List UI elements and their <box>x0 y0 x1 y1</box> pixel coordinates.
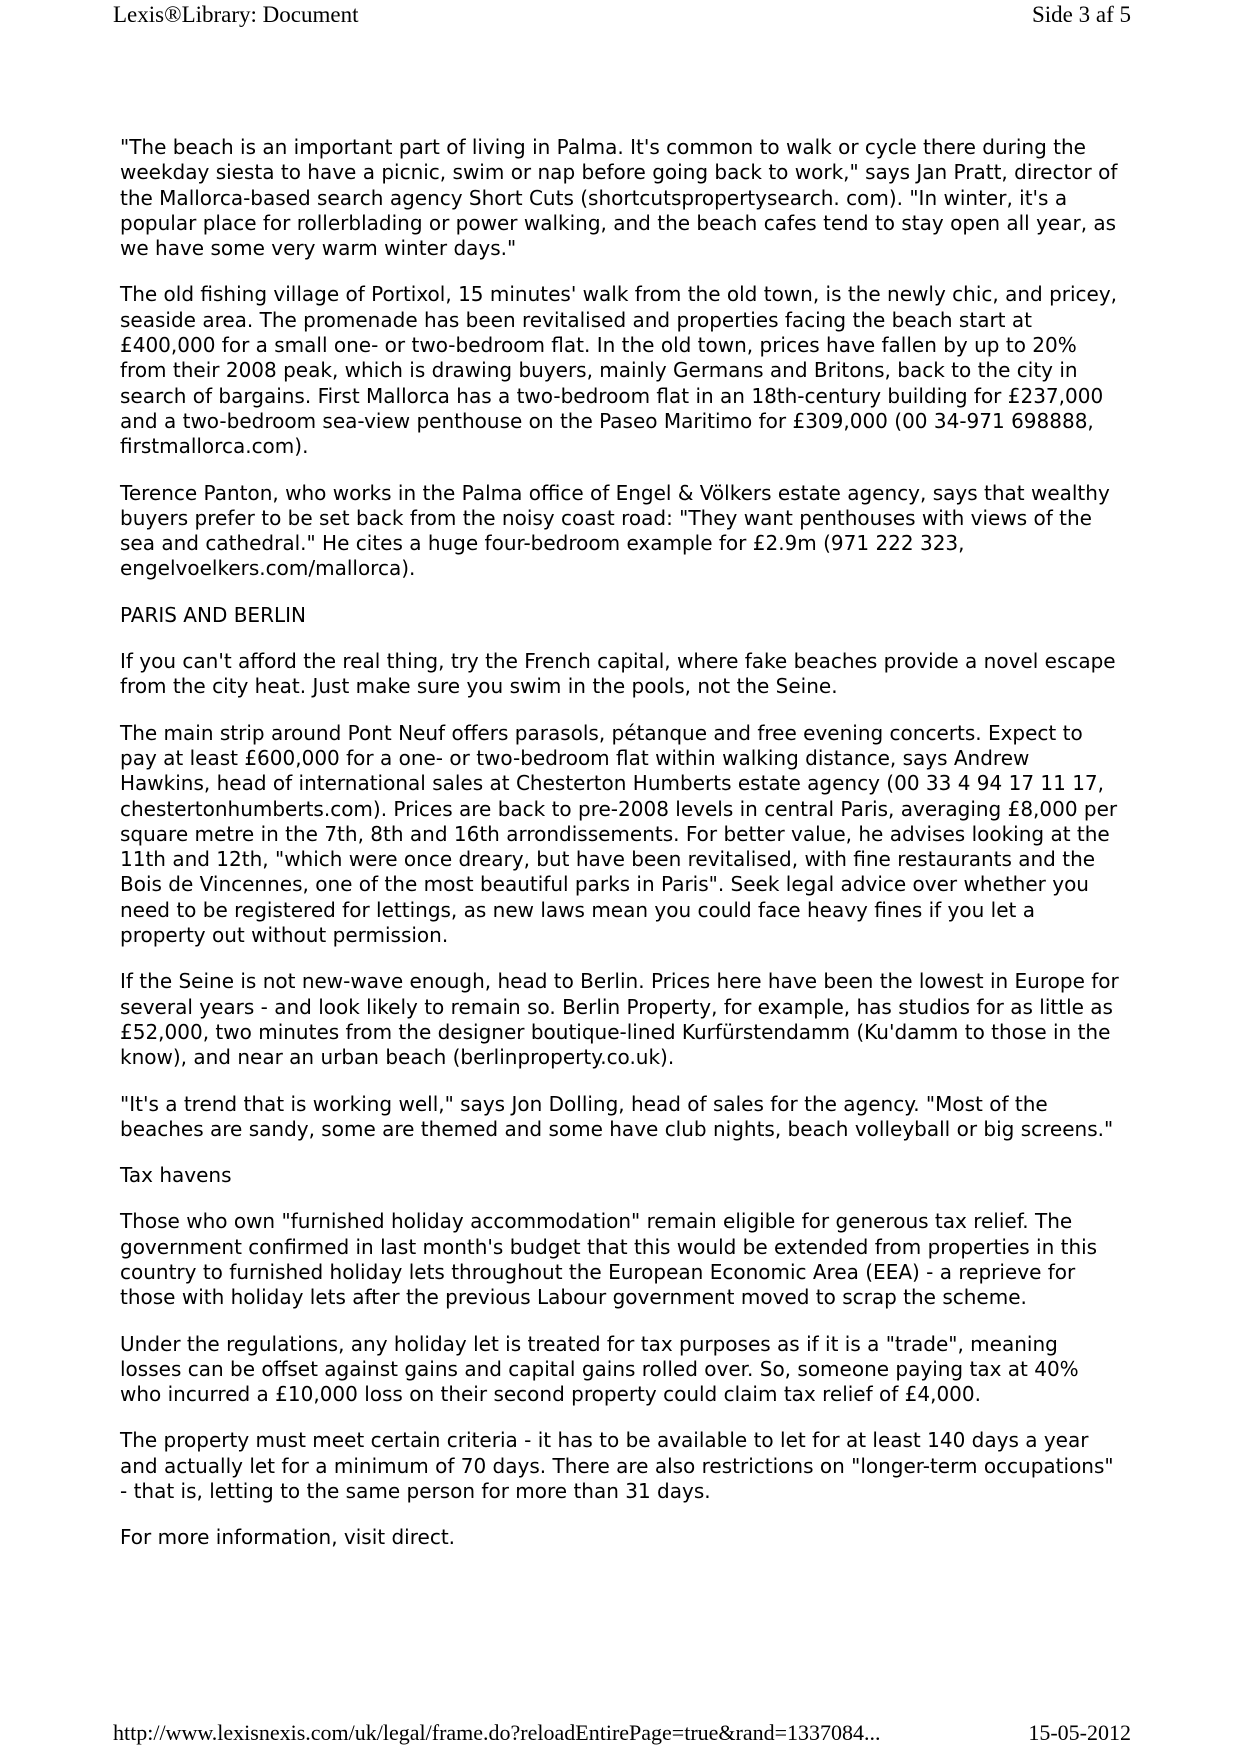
article-paragraph: "It's a trend that is working well," says Jon Dolling, head of sales for the agency. "Most of the beaches are sandy, some are themed and some have club nights, beach volleyball or big screens." <box>120 1091 1114 1141</box>
page-indicator: Side 3 af 5 <box>1031 2 1131 27</box>
print-date: 15-05-2012 <box>1028 1720 1131 1745</box>
document-title: Lexis®Library: Document <box>113 2 359 27</box>
article-paragraph: "The beach is an important part of living in Palma. It's common to walk or cycle there during the weekday siesta to have a picnic, swim or nap before going back to work," says Jan Pratt, director of the Mallorca-based search agency Short Cuts (shortcutspropertysearch. com). "In winter, it's a popular place for rollerblading or power walking, and the beach cafes tend to stay open all year, as we have some very warm winter days." <box>120 135 1118 261</box>
article-paragraph: The old fishing village of Portixol, 15 minutes' walk from the old town, is the newly chic, and pricey, seaside area. The promenade has been revitalised and properties facing the beach start at £400,000 for a small one- or two-bedroom flat. In the old town, prices have fallen by up to 20% from their 2008 peak, which is drawing buyers, mainly Germans and Britons, back to the city in search of bargains. First Mallorca has a two-bedroom flat in an 18th-century building for £237,000 and a two-bedroom sea-view penthouse on the Paseo Maritimo for £309,000 (00 34-971 698888, firstmallorca.com). <box>120 282 1118 459</box>
section-heading-paris-berlin: PARIS AND BERLIN <box>120 602 306 627</box>
article-paragraph: The main strip around Pont Neuf offers parasols, pétanque and free evening concerts. Expect to pay at least £600,000 for a one- or two-bedroom flat within walking distance, says Andrew Hawkins, head of international sales at Chesterton Humberts estate agency (00 33 4 94 17 11 17, chestertonhumberts.com). Prices are back to pre-2008 levels in central Paris, averaging £8,000 per square metre in the 7th, 8th and 16th arrondissements. For better value, he advises looking at the 11th and 12th, "which were once dreary, but have been revitalised, with fine restaurants and the Bois de Vincennes, one of the most beautiful parks in Paris". Seek legal advice over whether you need to be registered for lettings, as new laws mean you could face heavy fines if you let a property out without permission. <box>120 720 1118 948</box>
article-body <box>120 135 1125 1572</box>
article-paragraph: Terence Panton, who works in the Palma office of Engel & Völkers estate agency, says that wealthy buyers prefer to be set back from the noisy coast road: "They want penthouses with views of the sea and cathedral." He cites a huge four-bedroom example for £2.9m (971 222 323, engelvoelkers.com/mallorca). <box>120 480 1110 581</box>
source-url: http://www.lexisnexis.com/uk/legal/frame.do?reloadEntirePage=true&rand=1337084... <box>113 1720 881 1745</box>
article-paragraph: If you can't afford the real thing, try the French capital, where fake beaches provide a novel escape from the city heat. Just make sure you swim in the pools, not the Seine. <box>120 649 1116 699</box>
page-header <box>113 0 1131 32</box>
page-footer <box>113 1718 1131 1748</box>
article-paragraph: Those who own "furnished holiday accommodation" remain eligible for generous tax relief. The government confirmed in last month's budget that this would be extended from properties in this country to furnished holiday lets throughout the European Economic Area (EEA) - a reprieve for those with holiday lets after the previous Labour government moved to scrap the scheme. <box>120 1209 1098 1310</box>
section-heading-tax-havens: Tax havens <box>120 1163 232 1188</box>
article-paragraph: If the Seine is not new-wave enough, head to Berlin. Prices here have been the lowest in Europe for several years - and look likely to remain so. Berlin Property, for example, has studios for as little as £52,000, two minutes from the designer boutique-lined Kurfürstendamm (Ku'damm to those in the know), and near an urban beach (berlinproperty.co.uk). <box>120 969 1119 1070</box>
article-paragraph: The property must meet certain criteria - it has to be available to let for at least 140 days a year and actually let for a minimum of 70 days. There are also restrictions on "longer-term occupations" - that is, letting to the same person for more than 31 days. <box>120 1428 1114 1504</box>
article-paragraph: For more information, visit direct. <box>120 1525 456 1550</box>
article-paragraph: Under the regulations, any holiday let is treated for tax purposes as if it is a "trade", meaning losses can be offset against gains and capital gains rolled over. So, someone paying tax at 40% who incurred a £10,000 loss on their second property could claim tax relief of £4,000. <box>120 1331 1079 1407</box>
